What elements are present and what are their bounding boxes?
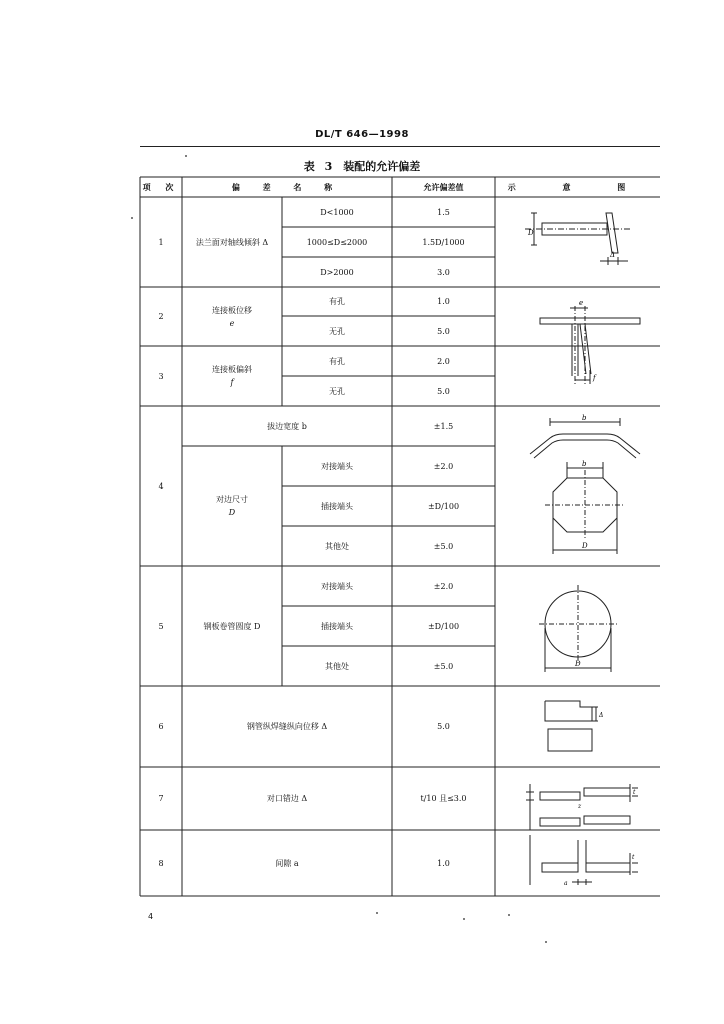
connecting-plate-figure — [530, 296, 650, 396]
octagon-figure — [525, 412, 650, 562]
row7-no: 7 — [158, 794, 164, 803]
row8-no: 8 — [158, 858, 164, 868]
header-item-no: 项 次 — [142, 181, 180, 192]
row5-val2: ±D/100 — [427, 621, 460, 631]
row1-val1: 1.5 — [437, 207, 450, 217]
row2-symbol: e — [229, 318, 235, 328]
scan-speck — [463, 918, 465, 920]
scan-speck — [508, 914, 510, 916]
row4-val1: ±2.0 — [433, 461, 454, 471]
label-D: D — [528, 229, 534, 237]
label-b-octagon: b — [582, 460, 587, 468]
row5-name: 钢板卷管圆度 D — [203, 621, 261, 631]
gap-figure — [520, 835, 640, 890]
row1-val2: 1.5D/1000 — [422, 237, 465, 247]
label-t: t — [633, 789, 636, 796]
row4-val3: ±5.0 — [433, 541, 454, 551]
label-D-octagon: D — [582, 542, 588, 550]
row4-name-cell — [182, 446, 282, 566]
row5-val3: ±5.0 — [433, 661, 454, 671]
page-number: 4 — [148, 912, 154, 921]
row3-no: 3 — [158, 371, 164, 381]
row2-sub1: 有孔 — [329, 297, 345, 306]
label-b-top: b — [582, 414, 587, 422]
row1-sub2: 1000≤D≤2000 — [306, 237, 368, 247]
row5-no: 5 — [158, 621, 164, 631]
row3-symbol: f — [230, 378, 234, 387]
row6-no: 6 — [158, 722, 164, 731]
row4-name-top: 拔边宽度 b — [267, 421, 307, 431]
row5-sub1: 对接端头 — [321, 581, 353, 591]
header-sketch: 示 意 图 — [507, 181, 648, 192]
row4-name: 对边尺寸 — [216, 495, 248, 504]
label-f: f — [593, 374, 596, 382]
label-a: a — [564, 880, 568, 887]
flange-tilt-figure — [520, 205, 640, 275]
row1-sub1: D<1000 — [320, 207, 354, 217]
row5-val1: ±2.0 — [433, 581, 454, 591]
row6-name: 钢管纵焊缝纵向位移 Δ — [246, 722, 328, 731]
scan-speck — [376, 912, 378, 914]
label-D-circle: D — [575, 660, 581, 668]
row3-sub2: 无孔 — [329, 386, 345, 396]
row8-name: 间隙 a — [275, 858, 299, 868]
row2-val1: 1.0 — [437, 297, 450, 306]
scan-speck — [131, 217, 133, 219]
label-delta-weld: Δ — [599, 712, 604, 719]
row1-no: 1 — [158, 237, 164, 247]
row5-sub2: 插接端头 — [321, 621, 353, 631]
label-e: e — [579, 299, 584, 307]
row4-sub2: 插接端头 — [321, 501, 353, 511]
label-z: z — [578, 803, 582, 810]
row3-name-cell — [182, 346, 282, 406]
row7-name: 对口错边 Δ — [266, 794, 308, 803]
row7-val: t/10 且≤3.0 — [420, 794, 467, 803]
circle-figure — [535, 580, 625, 680]
misalignment-figure — [520, 780, 640, 830]
standard-code: DL/T 646—1998 — [315, 129, 409, 140]
scan-speck — [185, 155, 187, 157]
row5-sub3: 其他处 — [325, 661, 349, 671]
table-title: 表 3 装配的允许偏差 — [303, 160, 421, 173]
row2-name-cell — [182, 287, 282, 346]
row6-val: 5.0 — [437, 722, 450, 731]
row2-name: 连接板位移 — [212, 305, 252, 315]
row4-sub1: 对接端头 — [321, 461, 353, 471]
label-delta: Δ — [610, 251, 616, 259]
weld-displacement-figure — [540, 697, 610, 757]
scan-speck — [545, 941, 547, 943]
row3-sub1: 有孔 — [329, 356, 345, 366]
row2-val2: 5.0 — [437, 326, 450, 336]
row4-sub3: 其他处 — [325, 541, 349, 551]
row1-val3: 3.0 — [437, 267, 450, 277]
row8-val: 1.0 — [437, 858, 450, 868]
header-deviation-name: 偏 差 名 称 — [231, 181, 343, 192]
row3-val1: 2.0 — [437, 356, 450, 366]
row3-name: 连接板偏斜 — [212, 365, 252, 374]
row4-no: 4 — [158, 481, 164, 491]
label-t-gap: t — [632, 854, 635, 861]
header-allowed-deviation: 允许偏差值 — [423, 181, 464, 192]
row4-val-top: ±1.5 — [433, 421, 454, 431]
row2-sub2: 无孔 — [329, 326, 345, 336]
row2-no: 2 — [158, 312, 164, 321]
row1-sub3: D>2000 — [320, 267, 354, 277]
row4-symbol: D — [228, 508, 236, 517]
row3-val2: 5.0 — [437, 386, 450, 396]
row4-val2: ±D/100 — [427, 501, 460, 511]
row1-name: 法兰面对轴线倾斜 Δ — [195, 237, 269, 247]
